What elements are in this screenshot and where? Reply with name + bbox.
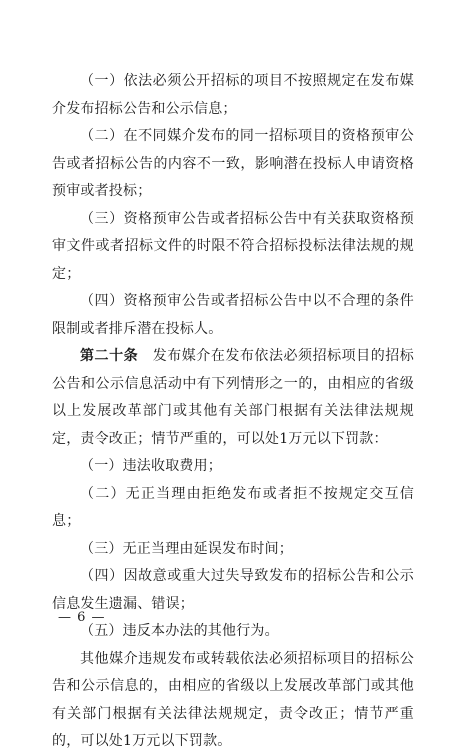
- item-2: （二）无正当理由拒绝发布或者拒不按规定交互信息；: [52, 485, 414, 529]
- article-number: 第二十条: [80, 348, 139, 364]
- document-body: [52, 68, 414, 756]
- article-text: 发布媒介在发布依法必须招标项目的招标公告和公示信息活动中有下列情形之一的，由相应的省级以上发展改革部门或其他有关部门根据有关法律法规规定，责令改正；情节严重的，可以处1万元以下罚款：: [52, 348, 414, 447]
- item-4: （四）因故意或重大过失导致发布的招标公告和公示信息发生遗漏、错误；: [52, 568, 414, 612]
- clause-1: （一）依法必须公开招标的项目不按照规定在发布媒介发布招标公告和公示信息；: [52, 73, 414, 117]
- clause-4: （四）资格预审公告或者招标公告中以不合理的条件限制或者排斥潜在投标人。: [52, 293, 414, 337]
- article-20: [52, 343, 414, 453]
- closing-paragraph: 其他媒介违规发布或转载依法必须招标项目的招标公告和公示信息的，由相应的省级以上发展改革部门或其他有关部门根据有关法律法规规定，责令改正；情节严重的，可以处1万元以下罚款。: [52, 650, 414, 749]
- item-3: （三）无正当理由延误发布时间；: [80, 540, 293, 557]
- item-5: （五）违反本办法的其他行为。: [80, 623, 279, 639]
- item-1: （一）违法收取费用；: [80, 458, 222, 474]
- clause-2: （二）在不同媒介发布的同一招标项目的资格预审公告或者招标公告的内容不一致，影响潜在投标人申请资格预审或者投标；: [52, 128, 414, 199]
- clause-3: （三）资格预审公告或者招标公告中有关获取资格预审文件或者招标文件的时限不符合招标投标法律法规的规定；: [52, 210, 414, 282]
- page-number: — 6 —: [58, 610, 106, 625]
